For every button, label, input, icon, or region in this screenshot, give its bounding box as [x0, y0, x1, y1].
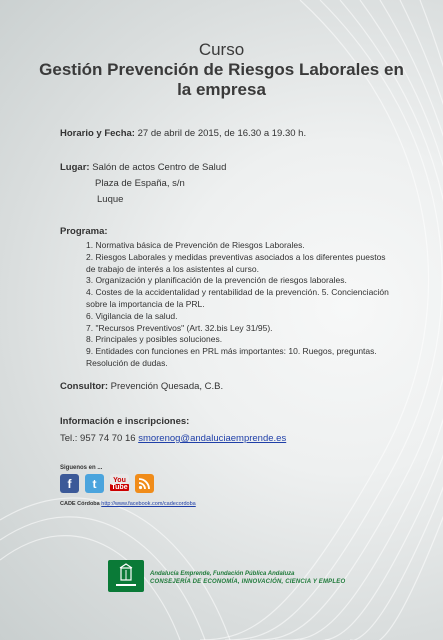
footer-line-1: Andalucía Emprende, Fundación Pública Andaluza	[150, 571, 295, 577]
lugar-line-3: Luque	[97, 194, 124, 205]
footer-text	[150, 571, 345, 586]
fecha-value: 27 de abril de 2015, de 16.30 a 19.30 h.	[137, 128, 307, 139]
youtube-icon[interactable]	[110, 474, 129, 493]
info-section	[60, 413, 286, 447]
title-line-3: la empresa	[177, 80, 266, 99]
lugar-line-2: Plaza de España, s/n	[95, 178, 185, 189]
lugar-section	[60, 160, 226, 208]
programa-item: 6. Vigilancia de la salud.	[86, 310, 178, 321]
programa-item: 1. Normativa básica de Prevención de Riesgos Laborales.	[86, 240, 305, 250]
fecha-label: Horario y Fecha:	[60, 128, 135, 139]
social-label: Siguenos en ...	[60, 465, 103, 471]
rss-icon[interactable]	[135, 474, 154, 493]
facebook-icon[interactable]: f	[60, 474, 79, 493]
consultor-section	[60, 381, 223, 392]
twitter-icon[interactable]: t	[85, 474, 104, 493]
junta-andalucia-logo	[108, 560, 144, 592]
logo-glyph	[108, 560, 144, 592]
programa-label: Programa:	[60, 226, 108, 237]
consultor-value: Prevención Quesada, C.B.	[110, 381, 224, 392]
info-email-link[interactable]: smorenog@andaluciaemprende.es	[138, 433, 287, 444]
info-phone: Tel.: 957 74 70 16	[60, 433, 136, 444]
lugar-line-1: Salón de actos Centro de Salud	[92, 162, 227, 173]
cade-line	[60, 501, 196, 507]
fecha-section	[60, 128, 306, 139]
title-line-2: Gestión Prevención de Riesgos Laborales en	[39, 60, 404, 79]
youtube-text-1: You	[113, 476, 126, 484]
info-label: Información e inscripciones:	[60, 416, 190, 427]
rss-glyph	[138, 477, 151, 490]
youtube-text-2: Tube	[111, 483, 128, 491]
course-title	[0, 40, 443, 100]
programa-item: 4. Costes de la accidentalidad y rentabilidad de la prevención. 5. Concienciación sobre la importancia de la PRL.	[86, 287, 389, 309]
cade-label: CADE Córdoba	[60, 501, 100, 507]
footer-line-2: CONSEJERÍA DE ECONOMÍA, INNOVACIÓN, CIENCIA Y EMPLEO	[150, 578, 346, 585]
programa-item: 3. Organización y planificación de la prevención de riesgos laborales.	[86, 275, 347, 286]
programa-item: 2. Riesgos Laborales y medidas preventivas asociados a los diferentes puestos de trabajo de interés a los asistentes al curso.	[86, 251, 386, 274]
programa-list	[86, 240, 396, 370]
lugar-label: Lugar:	[60, 162, 90, 173]
cade-facebook-link[interactable]: http://www.facebook.com/cadecordoba	[101, 501, 196, 507]
title-line-1: Curso	[198, 40, 245, 59]
programa-item: 9. Entidades con funciones en PRL más importantes: 10. Ruegos, preguntas. Resolución de dudas.	[86, 346, 377, 368]
social-icons	[60, 474, 154, 493]
programa-item: 7. "Recursos Preventivos" (Art. 32.bis Ley 31/95).	[86, 322, 273, 333]
consultor-label: Consultor:	[60, 381, 109, 392]
programa-item: 8. Principales y posibles soluciones.	[86, 334, 223, 345]
programa-section	[60, 226, 108, 237]
